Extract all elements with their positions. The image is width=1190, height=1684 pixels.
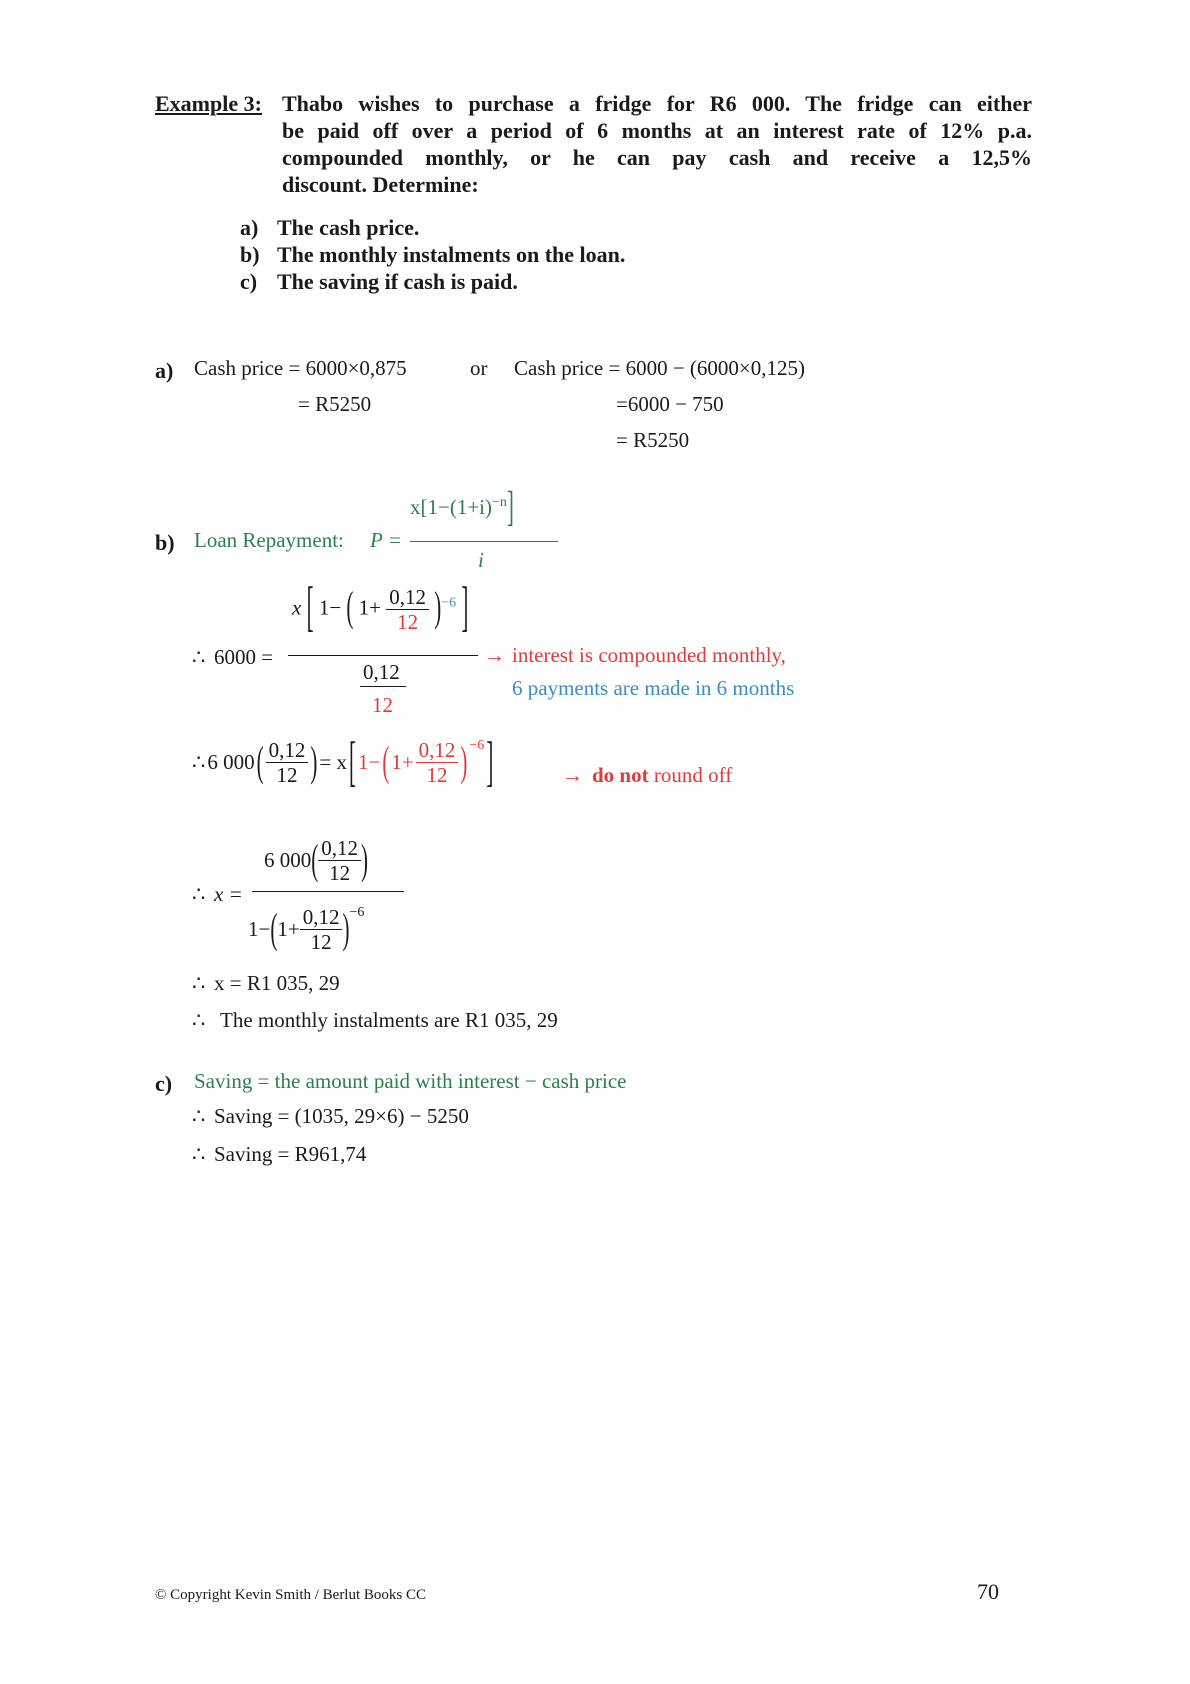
formula-fraction-bar (410, 541, 558, 542)
p-variable: P = (370, 528, 402, 552)
cash-price-step-2: =6000 − 750 (616, 392, 724, 416)
eq3-den-fraction: $\frac{0,12}{12}$ (300, 905, 343, 954)
cash-price-line-right: Cash price = 6000 − (6000×0,125) (514, 356, 805, 380)
eq1-right-paren: ) (434, 582, 442, 631)
eq1-left-paren: ( (346, 582, 354, 631)
part-c-label: c) (240, 269, 258, 294)
or-word: or (470, 356, 488, 380)
saving-calc: Saving = (1035, 29×6) − 5250 (214, 1104, 469, 1128)
eq1-den-den: 12 (372, 693, 393, 717)
eq2-one-minus: 1− (357, 750, 381, 775)
eq3-den-one-minus: 1− (248, 917, 271, 942)
eq3-num-6000: 6 000 (264, 848, 312, 873)
therefore-4: ∴ (192, 971, 206, 995)
therefore-6: ∴ (192, 1104, 206, 1128)
eq2-one-plus: 1+ (391, 750, 414, 775)
eq1-right-bracket: ] (461, 575, 469, 638)
note-3: do not round off (592, 763, 733, 787)
page-number: 70 (977, 1579, 999, 1604)
eq1-numerator (292, 575, 469, 638)
conclusion-b: The monthly instalments are R1 035, 29 (220, 1008, 558, 1032)
cash-price-result-left: = R5250 (298, 392, 372, 416)
note-1-text: interest is compounded monthly, (512, 643, 786, 667)
formula-numerator-text: x[1−(1+i) (410, 495, 493, 519)
eq1-left-bracket: [ (306, 575, 314, 638)
eq4: x = R1 035, 29 (214, 971, 340, 995)
eq1-one-plus: 1+ (358, 595, 382, 620)
answer-b-label: b) (155, 530, 175, 555)
eq3-denominator (248, 905, 364, 954)
eq1-den-bar (360, 686, 406, 687)
eq2-inner-lparen: ( (382, 737, 390, 786)
part-b-label: b) (240, 242, 260, 267)
therefore-1: ∴ (192, 645, 206, 669)
formula-numerator (410, 482, 514, 531)
eq2-inner-rparen: ) (460, 737, 468, 786)
eq1-den-num: 0,12 (363, 660, 400, 684)
eq3-fraction-bar (252, 891, 404, 892)
eq3-lhs: x = (214, 882, 243, 906)
eq2-equals-x: = x (319, 750, 347, 775)
eq3-num-lparen: ( (311, 835, 319, 884)
loan-repayment-heading: Loan Repayment: (194, 528, 344, 552)
eq2-lhs: 6 000 (207, 750, 255, 775)
eq1-fraction-bar (288, 655, 478, 656)
eq3-den-lparen: ( (270, 904, 278, 953)
eq1-one-minus: 1− (318, 595, 342, 620)
question-line-4: discount. Determine: (282, 172, 479, 197)
eq2-right-bracket: ] (486, 730, 494, 793)
question-line-3: compounded monthly, or he can pay cash and receive a 12,5% (282, 145, 1032, 170)
eq3-den-exponent: −6 (349, 905, 365, 920)
saving-definition: Saving = the amount paid with interest − cash price (194, 1069, 627, 1093)
therefore-2: ∴ (192, 750, 206, 775)
eq1-lhs: 6000 = (214, 645, 274, 669)
eq3-numerator (264, 836, 368, 885)
eq1-exponent: −6 (441, 595, 457, 611)
question-line-1: Thabo wishes to purchase a fridge for R6 000. The fridge can either (282, 91, 1032, 116)
formula-denominator: i (478, 548, 484, 572)
formula-bracket: ] (506, 482, 514, 531)
eq3-den-rparen: ) (342, 904, 350, 953)
part-a-label: a) (240, 215, 259, 240)
note-3-arrow: → (562, 763, 583, 787)
therefore-7: ∴ (192, 1142, 206, 1166)
formula-lhs (370, 528, 402, 553)
therefore-5: ∴ (192, 1008, 206, 1032)
copyright-footer: © Copyright Kevin Smith / Berlut Books CC (155, 1587, 426, 1603)
eq1-x: x (292, 595, 302, 620)
eq2-row (192, 730, 494, 793)
question-line-2: be paid off over a period of 6 months at an interest rate of 12% p.a. (282, 118, 1032, 143)
answer-c-label: c) (155, 1071, 173, 1096)
part-a-text: The cash price. (277, 215, 420, 240)
eq2-rparen: ) (310, 737, 318, 786)
note-2-text: 6 payments are made in 6 months (512, 676, 795, 700)
eq2-exponent: −6 (469, 738, 485, 753)
eq3-num-fraction: $\frac{0,12}{12}$ (318, 836, 361, 885)
eq3-den-one-plus: 1+ (277, 917, 300, 942)
eq3-num-rparen: ) (361, 835, 368, 884)
formula-exponent: −n (492, 495, 507, 510)
eq2-lhs-fraction: $\frac{0,12}{12}$ (266, 738, 309, 787)
cash-price-line-left: Cash price = 6000×0,875 (194, 356, 407, 380)
saving-result: Saving = R961,74 (214, 1142, 367, 1166)
example-label: Example 3: (155, 91, 262, 116)
eq2-lparen: ( (256, 737, 264, 786)
eq2-left-bracket: [ (348, 730, 356, 793)
therefore-3: ∴ (192, 882, 206, 906)
eq1-inner-fraction: $\frac{0,12}{12}$ (386, 585, 429, 634)
note-1-arrow: → (484, 643, 505, 667)
answer-a-label: a) (155, 358, 174, 383)
cash-price-result-right: = R5250 (616, 428, 690, 452)
eq2-inner-fraction: $\frac{0,12}{12}$ (416, 738, 459, 787)
part-c-text: The saving if cash is paid. (277, 269, 518, 294)
part-b-text: The monthly instalments on the loan. (277, 242, 626, 267)
